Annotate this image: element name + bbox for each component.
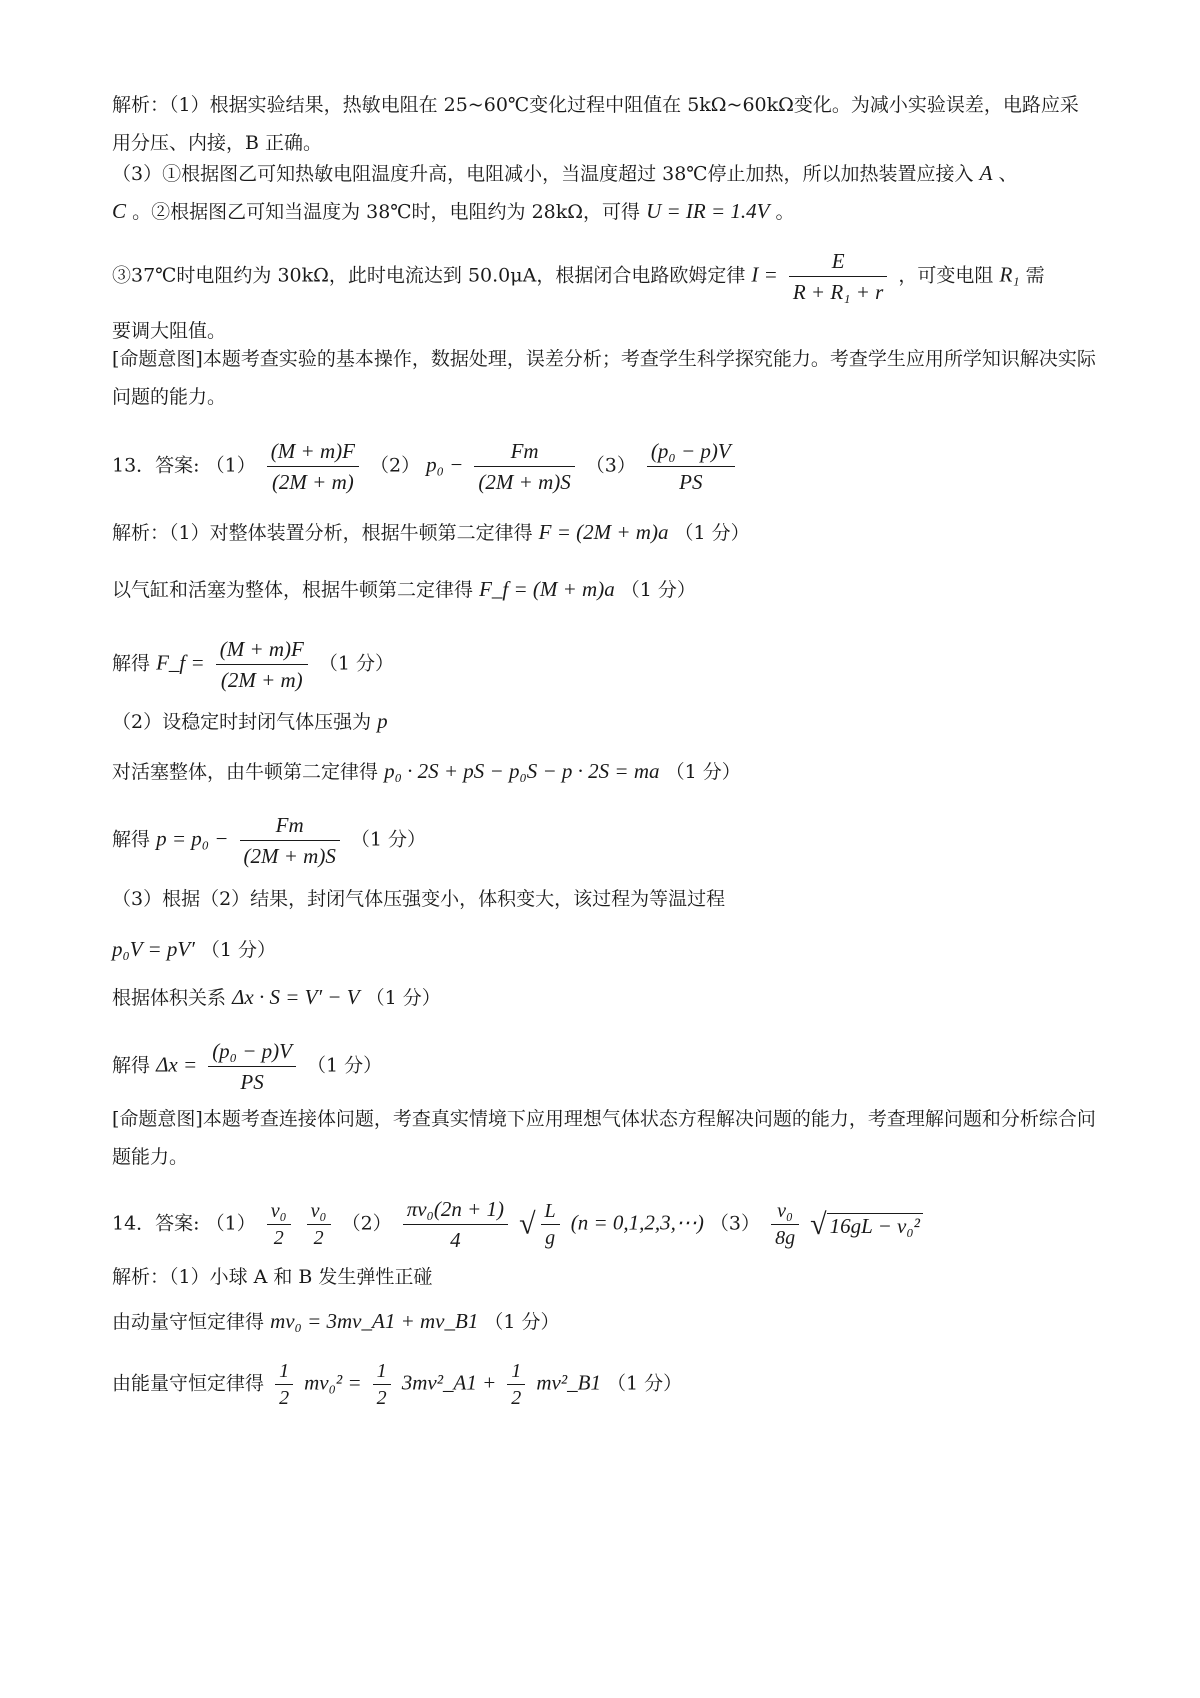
question-label: 14．答案: <box>112 1212 200 1235</box>
sqrt-answer2 <box>519 1198 565 1251</box>
equation-term: mv²_B1 <box>536 1370 601 1395</box>
fraction-denominator: (2M + m)S <box>243 844 336 868</box>
math-prefix: p₀ − <box>426 452 464 477</box>
score: （1 分） <box>484 1311 560 1333</box>
analysis-q14-line2 <box>112 1306 1096 1337</box>
text: 。 <box>775 201 795 223</box>
fraction-numerator: Fm <box>240 810 340 841</box>
fraction-denominator: (2M + m)S <box>478 470 571 494</box>
fraction-denominator: (2M + m) <box>220 668 303 692</box>
text: 。②根据图乙可知当温度为 38℃时，电阻约为 28kΩ，可得 <box>132 201 641 223</box>
equation-term: mv₀² = <box>304 1370 362 1395</box>
fraction-numerator: L <box>541 1198 560 1225</box>
text: ③37℃时电阻约为 30kΩ，此时电流达到 50.0μA，根据闭合电路欧姆定律 <box>112 264 746 287</box>
equation-term: 3mv²_A1 + <box>401 1370 497 1395</box>
text: 需 <box>1025 264 1045 287</box>
fraction-pressure <box>240 810 340 871</box>
fraction-numerator: v₀ <box>267 1198 291 1225</box>
fraction-numerator: (M + m)F <box>267 436 359 467</box>
score: （1 分） <box>365 987 441 1009</box>
equation: F_f = (M + m)a <box>479 577 615 601</box>
analysis-q13-line4 <box>112 706 1096 737</box>
fraction-denominator: 2 <box>273 1227 284 1249</box>
equation-momentum: mv₀ = 3mv_A1 + mv_B1 <box>270 1309 479 1333</box>
question-label: 13．答案: <box>112 454 200 477</box>
score: （1 分） <box>307 1054 383 1077</box>
fraction-numerator: 1 <box>507 1358 525 1385</box>
fraction-half <box>275 1358 293 1411</box>
fraction-denominator: (2M + m) <box>271 470 354 494</box>
symbol-R1: R₁ <box>999 262 1020 287</box>
answer-q14 <box>112 1194 1096 1255</box>
text: 以气缸和活塞为整体，根据牛顿第二定律得 <box>112 579 474 601</box>
fraction-numerator: v₀ <box>771 1198 799 1225</box>
intent-q12: [命题意图]本题考查实验的基本操作，数据处理，误差分析；考查学生科学探究能力。考查学生应用所学知识解决实际问题的能力。 <box>112 348 1096 408</box>
analysis-q14-line1: 解析：（1）小球 A 和 B 发生弹性正碰 <box>112 1266 433 1288</box>
radical-sign-icon: √ <box>519 1207 536 1241</box>
score: （1 分） <box>200 939 277 961</box>
text: 解得 <box>112 828 151 851</box>
analysis-q13-line6 <box>112 810 1096 871</box>
part-label: （3） <box>585 454 636 477</box>
fraction-under-root <box>541 1198 560 1251</box>
fraction-denominator: 2 <box>511 1387 522 1409</box>
fraction-half <box>373 1358 391 1411</box>
fraction-numerator: 1 <box>275 1358 293 1385</box>
analysis-q12-part3-line1 <box>112 158 1096 189</box>
math-prefix: F_f = <box>156 650 205 675</box>
symbol-A: A <box>979 161 993 185</box>
fraction-answer3 <box>647 436 735 497</box>
fraction-denominator: 8g <box>775 1227 796 1249</box>
fraction-denominator: 2 <box>279 1387 290 1409</box>
radical-sign-icon: √ <box>810 1208 827 1242</box>
text: 、 <box>998 163 1018 185</box>
fraction-numerator: (M + m)F <box>216 634 308 665</box>
fraction-numerator: E <box>789 246 887 277</box>
symbol-p: p <box>377 709 388 733</box>
text: 由能量守恒定律得 <box>112 1372 265 1395</box>
fraction-denominator: 2 <box>313 1227 324 1249</box>
fraction-answer1a <box>267 1198 291 1251</box>
part-label: （1） <box>205 1212 256 1235</box>
text: 解得 <box>112 1054 151 1077</box>
text: 解得 <box>112 652 151 675</box>
score: （1 分） <box>665 761 741 783</box>
analysis-q14-line3 <box>112 1358 1096 1411</box>
intent-q13: [命题意图]本题考查连接体问题，考查真实情境下应用理想气体状态方程解决问题的能力，考查理解问题和分析综合问题能力。 <box>112 1108 1096 1168</box>
fraction-answer2 <box>403 1194 508 1255</box>
fraction-answer3 <box>771 1198 799 1251</box>
fraction-numerator: 1 <box>373 1358 391 1385</box>
math-prefix: Δx = <box>156 1052 198 1077</box>
fraction-half <box>507 1358 525 1411</box>
fraction-answer2 <box>474 436 574 497</box>
fraction-answer1 <box>267 436 359 497</box>
fraction-numerator: Fm <box>474 436 574 467</box>
fraction-answer1b <box>307 1198 331 1251</box>
analysis-q12-part3-line2 <box>112 196 1096 227</box>
analysis-q12-part3-line4: 要调大阻值。 <box>112 320 227 342</box>
text: 根据体积关系 <box>112 987 227 1009</box>
analysis-q13-line9 <box>112 982 1096 1013</box>
equation-current: I = <box>751 262 778 287</box>
fraction-displacement <box>208 1036 296 1097</box>
fraction-denominator: PS <box>240 1070 264 1094</box>
fraction-friction <box>216 634 308 695</box>
part-label: （2） <box>341 1212 392 1235</box>
fraction-denominator: 4 <box>450 1228 461 1252</box>
score: （1 分） <box>674 522 750 544</box>
analysis-q13-line7: （3）根据（2）结果，封闭气体压强变小，体积变大，该过程为等温过程 <box>112 888 726 910</box>
equation: p₀ · 2S + pS − p₀S − p · 2S = ma <box>384 759 660 783</box>
fraction-numerator: (p₀ − p)V <box>208 1036 296 1067</box>
symbol-C: C <box>112 199 127 223</box>
part-label: （2） <box>369 454 421 477</box>
analysis-q13-line10 <box>112 1036 1096 1097</box>
fraction-closed-circuit <box>789 246 887 307</box>
analysis-q13-line1 <box>112 517 1096 548</box>
analysis-q12-part3-line3 <box>112 246 1096 307</box>
analysis-q12-part1: 解析：（1）根据实验结果，热敏电阻在 25~60℃变化过程中阻值在 5kΩ~60kΩ变化。为减小实验误差，电路应采用分压、内接，B 正确。 <box>112 94 1079 154</box>
sqrt-answer3 <box>810 1208 923 1240</box>
equation: Δx · S = V′ − V <box>232 985 360 1009</box>
text: （2）设稳定时封闭气体压强为 <box>112 711 372 733</box>
fraction-numerator: πv₀(2n + 1) <box>403 1194 508 1225</box>
analysis-q13-line2 <box>112 574 1096 605</box>
text: 由动量守恒定律得 <box>112 1311 265 1333</box>
fraction-numerator: v₀ <box>307 1198 331 1225</box>
answer-q13 <box>112 436 1096 497</box>
text: 对活塞整体，由牛顿第二定律得 <box>112 761 379 783</box>
fraction-numerator: (p₀ − p)V <box>647 436 735 467</box>
score: （1 分） <box>318 652 395 675</box>
text: ，可变电阻 <box>898 264 994 287</box>
equation: F = (2M + m)a <box>538 520 669 544</box>
score: （1 分） <box>620 579 696 601</box>
condition: (n = 0,1,2,3,⋯) <box>570 1210 704 1235</box>
equation-ohm: U = IR = 1.4V <box>646 199 770 223</box>
analysis-q13-line8 <box>112 934 1096 965</box>
text: 解析：（1）对整体装置分析，根据牛顿第二定律得 <box>112 522 533 544</box>
fraction-denominator: 2 <box>376 1387 387 1409</box>
part-label: （1） <box>205 454 256 477</box>
fraction-denominator: g <box>545 1227 556 1249</box>
text: （3）①根据图乙可知热敏电阻温度升高，电阻减小，当温度超过 38℃停止加热，所以加热装置应接入 <box>112 163 974 185</box>
score: （1 分） <box>350 828 427 851</box>
radicand: 16gL − v₀² <box>827 1213 923 1238</box>
analysis-q13-line5 <box>112 756 1096 787</box>
analysis-q13-line3 <box>112 634 1096 695</box>
math-prefix: p = p₀ − <box>156 826 229 851</box>
score: （1 分） <box>607 1372 683 1395</box>
fraction-denominator: PS <box>679 470 703 494</box>
equation: p₀V = pV′ <box>112 937 195 961</box>
fraction-denominator: R + R₁ + r <box>792 280 884 304</box>
part-label: （3） <box>709 1212 761 1235</box>
